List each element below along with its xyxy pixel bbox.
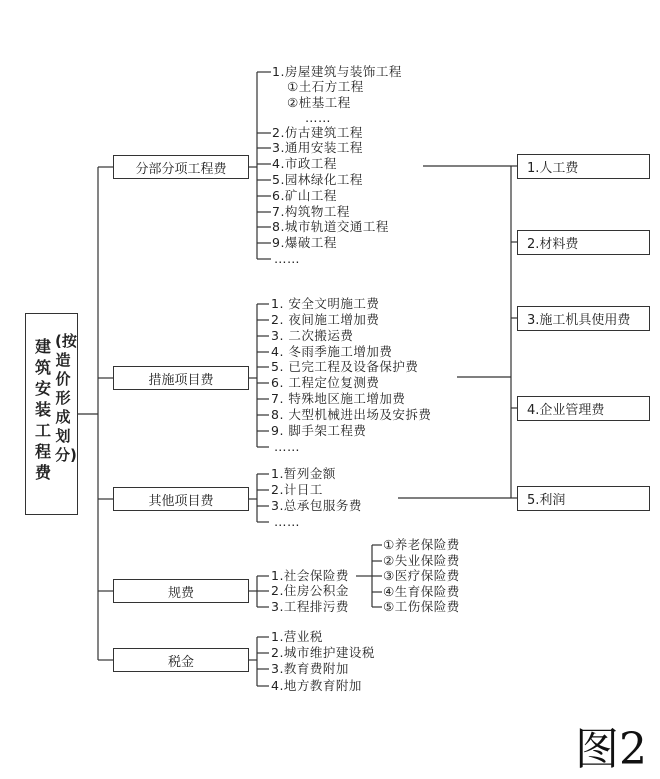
- list-item: 3.工程排污费: [271, 599, 349, 614]
- list-item: ⑤工伤保险费: [383, 599, 460, 614]
- list-item: 9.爆破工程: [272, 235, 337, 250]
- component-box-machinery: 3.施工机具使用费: [517, 306, 650, 331]
- list-item: 3. 二次搬运费: [271, 328, 354, 343]
- list-item: 3.总承包服务费: [271, 498, 362, 513]
- list-item: 8. 大型机械进出场及安拆费: [271, 407, 432, 422]
- component-box-labor: 1.人工费: [517, 154, 650, 179]
- list-item: ①土石方工程: [287, 79, 364, 94]
- list-item: 1.社会保险费: [271, 568, 349, 583]
- list-item: ①养老保险费: [383, 537, 460, 552]
- category-box-fenbu: 分部分项工程费: [113, 155, 249, 179]
- category-box-guifei: 规费: [113, 579, 249, 603]
- list-item: ④生育保险费: [383, 584, 460, 599]
- component-box-profit: 5.利润: [517, 486, 650, 511]
- category-box-shuijin: 税金: [113, 648, 249, 672]
- root-subtitle: (按造价形成划分): [55, 332, 77, 464]
- list-item: 9. 脚手架工程费: [271, 423, 367, 438]
- list-item: ……: [274, 439, 300, 454]
- list-item: 1.暂列金额: [271, 466, 336, 481]
- list-item: 1.房屋建筑与装饰工程: [272, 64, 402, 79]
- list-item: ……: [274, 251, 300, 266]
- category-box-cuoshi: 措施项目费: [113, 366, 249, 390]
- list-item: 4.地方教育附加: [271, 678, 362, 693]
- figure-label: 图2: [575, 724, 647, 775]
- list-item: 2.计日工: [271, 482, 323, 497]
- list-item: 2.仿古建筑工程: [272, 125, 363, 140]
- list-item: 2. 夜间施工增加费: [271, 312, 380, 327]
- list-item: ……: [305, 110, 331, 125]
- category-box-qita: 其他项目费: [113, 487, 249, 511]
- root-title: 建筑安装工程费: [35, 337, 52, 482]
- list-item: 4.市政工程: [272, 156, 337, 171]
- component-box-material: 2.材料费: [517, 230, 650, 255]
- list-item: ②桩基工程: [287, 95, 351, 110]
- root-box: [25, 313, 78, 515]
- list-item: 5. 已完工程及设备保护费: [271, 359, 419, 374]
- list-item: 6. 工程定位复测费: [271, 375, 380, 390]
- list-item: 3.通用安装工程: [272, 140, 363, 155]
- list-item: ②失业保险费: [383, 553, 460, 568]
- list-item: 4. 冬雨季施工增加费: [271, 344, 393, 359]
- list-item: 8.城市轨道交通工程: [272, 219, 389, 234]
- list-item: ③医疗保险费: [383, 568, 460, 583]
- list-item: 3.教育费附加: [271, 661, 349, 676]
- list-item: 7. 特殊地区施工增加费: [271, 391, 406, 406]
- list-item: 2.住房公积金: [271, 583, 349, 598]
- list-item: 2.城市维护建设税: [271, 645, 375, 660]
- list-item: 6.矿山工程: [272, 188, 337, 203]
- list-item: 1. 安全文明施工费: [271, 296, 380, 311]
- list-item: 1.营业税: [271, 629, 323, 644]
- list-item: 7.构筑物工程: [272, 204, 350, 219]
- component-box-management: 4.企业管理费: [517, 396, 650, 421]
- list-item: 5.园林绿化工程: [272, 172, 363, 187]
- list-item: ……: [274, 514, 300, 529]
